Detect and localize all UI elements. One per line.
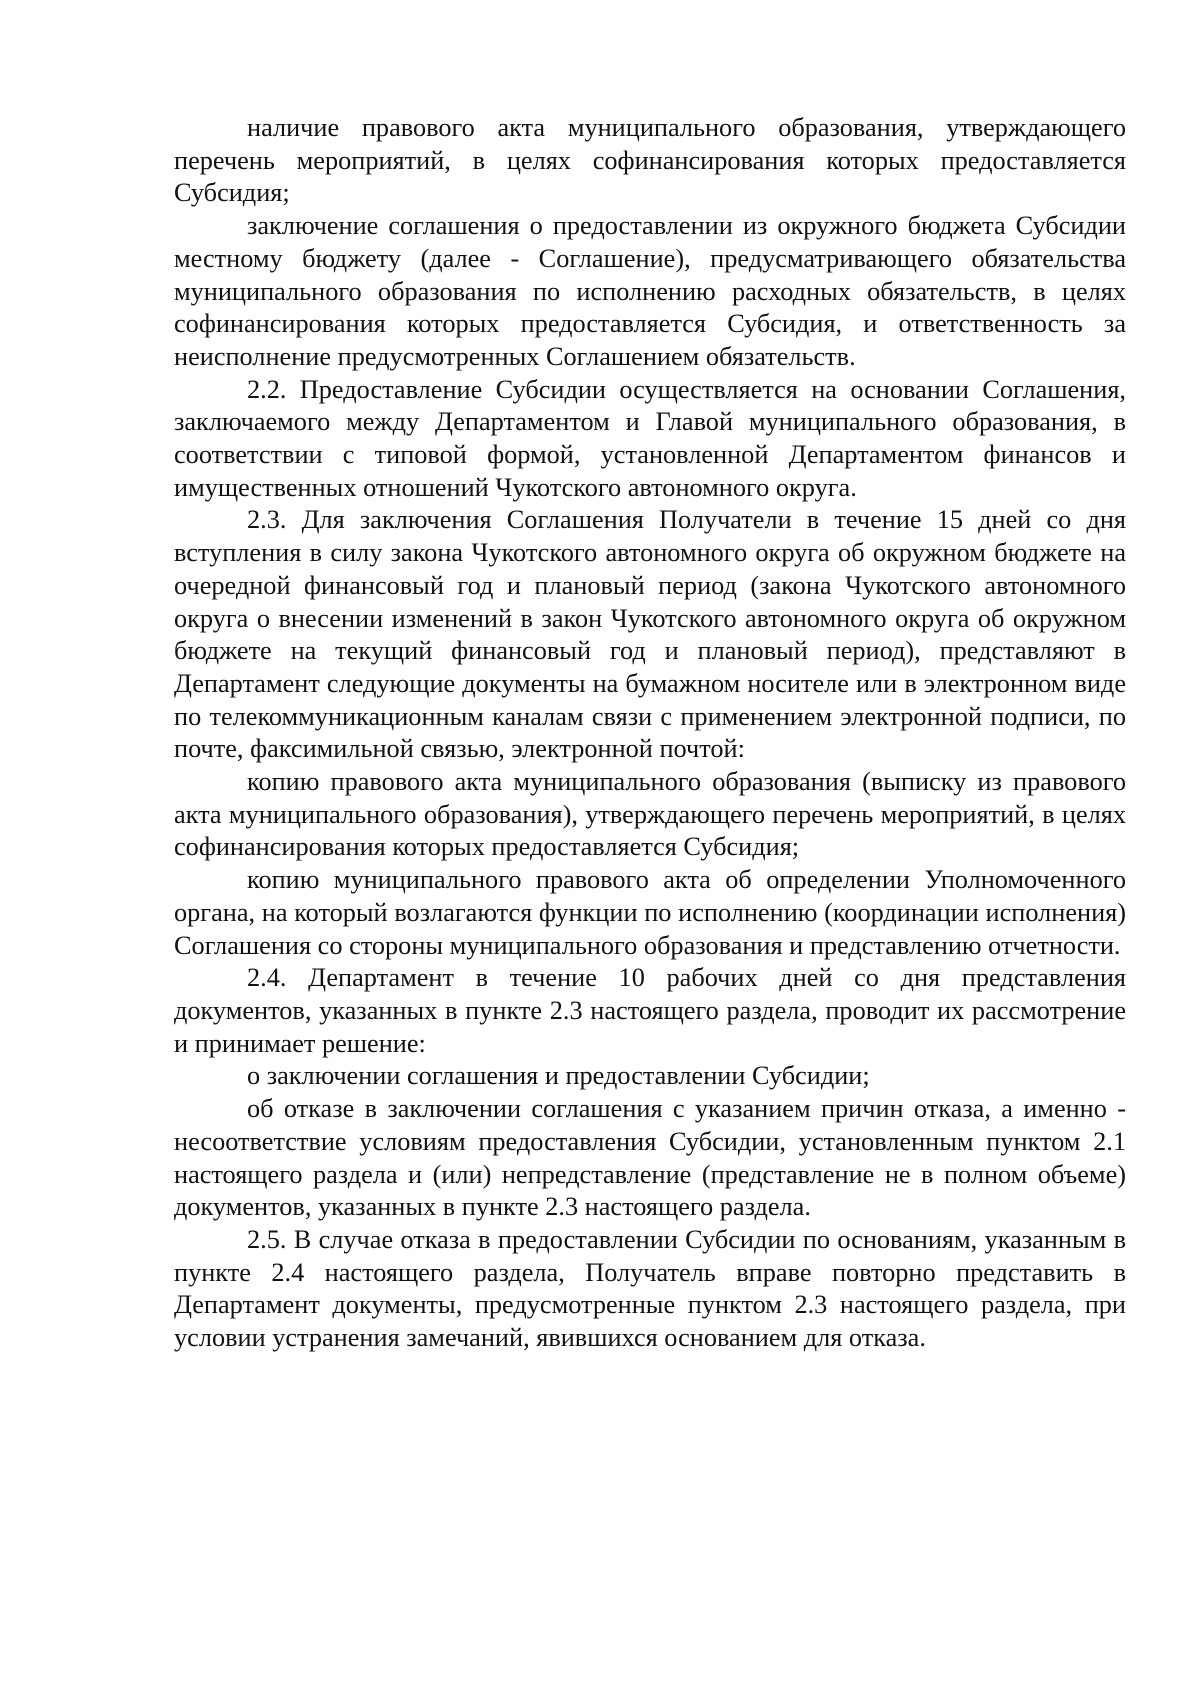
- document-page: [174, 112, 1126, 1355]
- paragraph-clause-2-4: 2.4. Департамент в течение 10 рабочих дней со дня представления документов, указанных в пункте 2.3 настоящего раздела, проводит их рассмотрение и принимает решение:: [174, 963, 1126, 1058]
- paragraph-clause-2-2: 2.2. Предоставление Субсидии осуществляется на основании Соглашения, заключаемого между Департаментом и Главой муниципального образования, в соответствии с типовой формой, установленной Департаментом финансов и имущественных отношений Чукотского автономного округа.: [174, 374, 1126, 502]
- paragraph-copy-legal-act: копию правового акта муниципального образования (выписку из правового акта муниципального образования), утверждающего перечень мероприятий, в целях софинансирования которых предоставляется Субсидия;: [174, 767, 1126, 862]
- paragraph-agreement-requirement: заключение соглашения о предоставлении из окружного бюджета Субсидии местному бюджету (далее - Соглашение), предусматривающего обязательства муниципального образования по исполнению расходных обязательств, в целях софинансирования которых предоставляется Субсидия, и ответственность за неисполнение предусмотренных Соглашением обязательств.: [174, 211, 1126, 371]
- paragraph-copy-municipal-act: копию муниципального правового акта об определении Уполномоченного органа, на который возлагаются функции по исполнению (координации исполнения) Соглашения со стороны муниципального образования и представлению отчетности.: [174, 865, 1126, 960]
- paragraph-decision-refuse: об отказе в заключении соглашения с указанием причин отказа, а именно - несоответствие условиям предоставления Субсидии, установленным пунктом 2.1 настоящего раздела и (или) непредставление (представление не в полном объеме) документов, указанных в пункте 2.3 настоящего раздела.: [174, 1094, 1126, 1222]
- paragraph-clause-2-3: 2.3. Для заключения Соглашения Получатели в течение 15 дней со дня вступления в силу закона Чукотского автономного округа об окружном бюджете на очередной финансовый год и плановый период (закона Чукотского автономного округа о внесении изменений в закон Чукотского автономного округа об окружном бюджете на текущий финансовый год и плановый период), представляют в Департамент следующие документы на бумажном носителе или в электронном виде по телекоммуникационным каналам связи с применением электронной подписи, по почте, факсимильной связью, электронной почтой:: [174, 505, 1126, 764]
- paragraph-clause-2-5: 2.5. В случае отказа в предоставлении Субсидии по основаниям, указанным в пункте 2.4 настоящего раздела, Получатель вправе повторно представить в Департамент документы, предусмотренные пунктом 2.3 настоящего раздела, при условии устранения замечаний, явившихся основанием для отказа.: [174, 1224, 1126, 1353]
- paragraph-legal-act-requirement: наличие правового акта муниципального образования, утверждающего перечень мероприятий, в целях софинансирования которых предоставляется Субсидия;: [174, 113, 1126, 208]
- paragraph-decision-approve: о заключении соглашения и предоставлении Субсидии;: [247, 1061, 870, 1091]
